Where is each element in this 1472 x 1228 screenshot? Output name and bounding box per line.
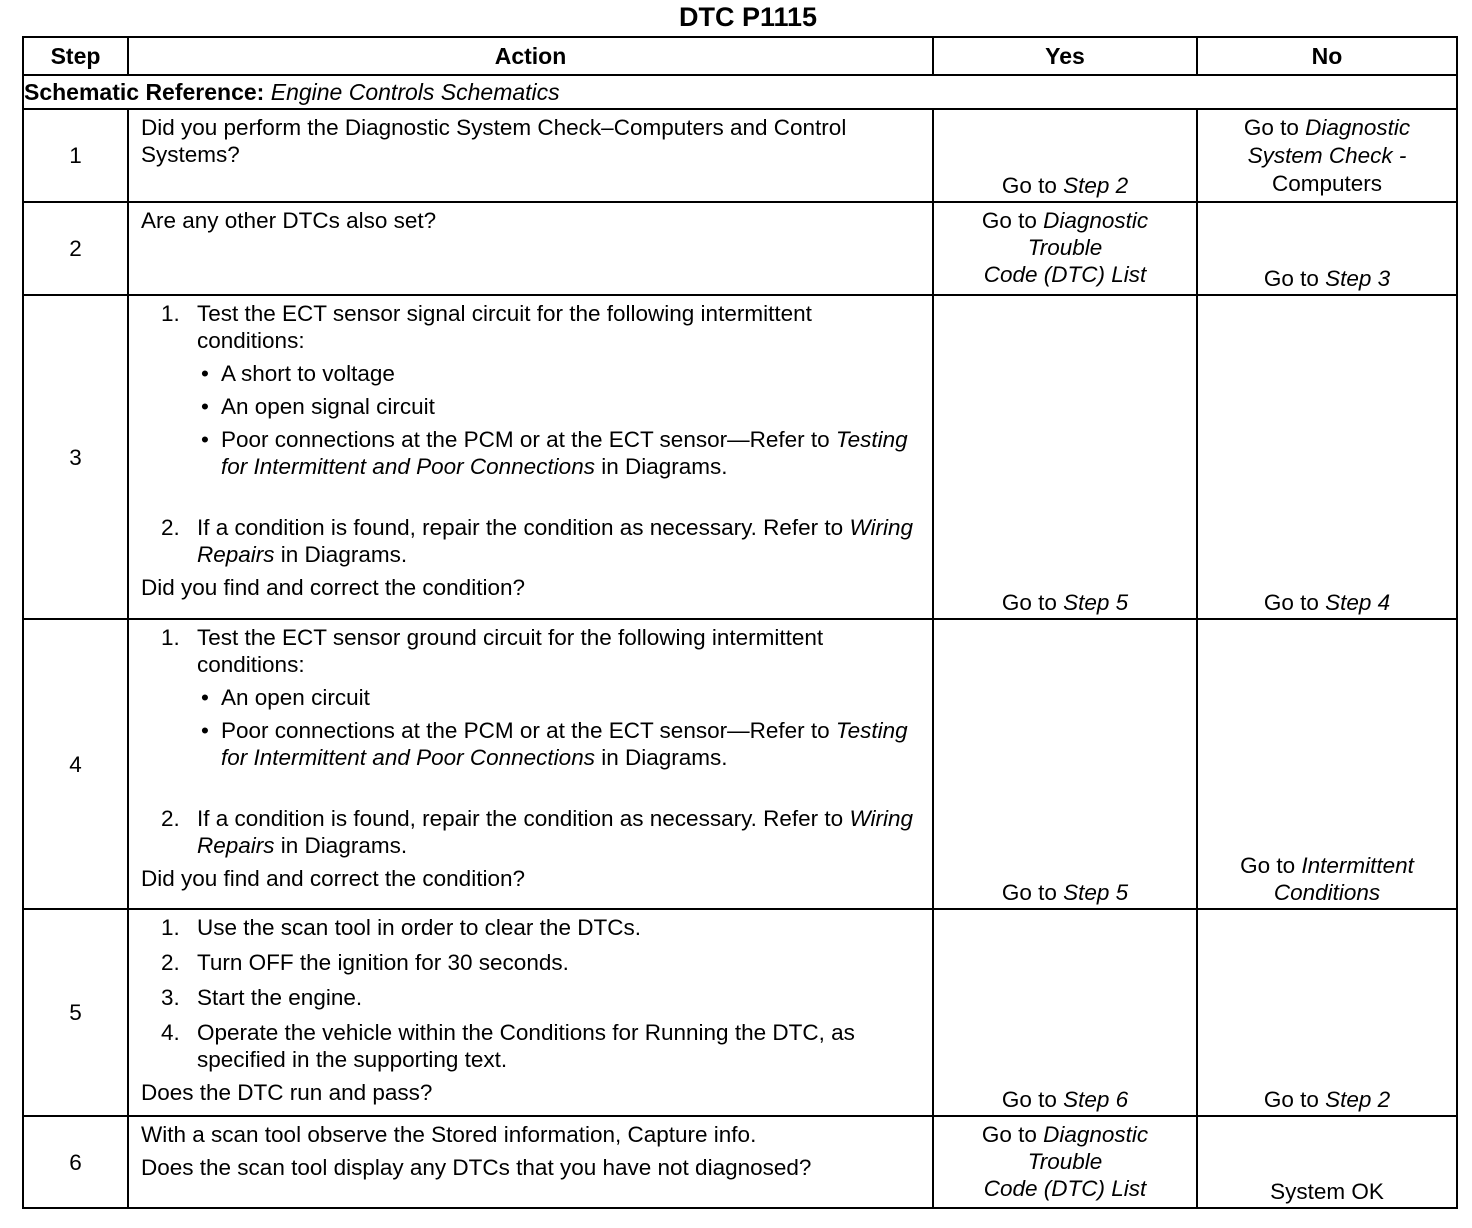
- no-cell: [1197, 202, 1457, 295]
- goto-text: Go to: [1240, 853, 1296, 878]
- numbered-item: [161, 1019, 924, 1073]
- action-cell: [128, 619, 933, 909]
- reference-link: Wiring Repairs: [197, 806, 914, 858]
- bullet-icon: •: [201, 361, 209, 386]
- dtc-table: [22, 36, 1458, 1209]
- bullet-item: [201, 426, 924, 480]
- bullet-icon: •: [201, 394, 209, 419]
- goto-text: Go to: [1001, 173, 1057, 198]
- bullet-item: [201, 717, 924, 771]
- item-text-post: in Diagrams.: [280, 833, 408, 858]
- item-text: Test the ECT sensor signal circuit for the following intermittent conditions:: [197, 301, 812, 353]
- goto-text: Go to: [981, 1122, 1037, 1147]
- goto-text: Go to: [1001, 1087, 1057, 1112]
- schematic-label: Schematic Reference:: [24, 78, 265, 105]
- step-number: 1: [23, 109, 128, 202]
- yes-link: Step 5: [1063, 590, 1129, 615]
- bullet-item: [201, 393, 924, 420]
- item-text: [197, 514, 924, 568]
- yes-link: Diagnostic: [1043, 208, 1149, 233]
- no-cell: [1197, 295, 1457, 619]
- item-text: Turn OFF the ignition for 30 seconds.: [197, 950, 569, 975]
- action-cell: [128, 1116, 933, 1208]
- step-number: 5: [23, 909, 128, 1116]
- yes-link: Code (DTC) List: [983, 262, 1147, 287]
- item-number: 1.: [161, 301, 180, 326]
- no-link: Step 2: [1325, 1087, 1391, 1112]
- item-text-post: in Diagrams.: [280, 542, 408, 567]
- no-link: Diagnostic: [1305, 115, 1411, 140]
- bullet-icon: •: [201, 718, 209, 743]
- item-text-pre: If a condition is found, repair the condition as necessary. Refer to: [197, 515, 844, 540]
- goto-text: Go to: [1263, 266, 1319, 291]
- numbered-item: [161, 624, 924, 678]
- goto-text: Go to: [1001, 590, 1057, 615]
- bullet-icon: •: [201, 427, 209, 452]
- numbered-item: [161, 514, 924, 568]
- action-cell: [128, 909, 933, 1116]
- question-text: Does the DTC run and pass?: [141, 1080, 433, 1105]
- goto-text: Go to: [1263, 1087, 1319, 1112]
- yes-link: Step 6: [1063, 1087, 1129, 1112]
- no-link: Intermittent: [1301, 853, 1414, 878]
- bullet-text-post: in Diagrams.: [601, 745, 728, 770]
- item-number: 1.: [161, 915, 180, 940]
- header-no: No: [1197, 37, 1457, 75]
- no-link: Step 4: [1325, 590, 1391, 615]
- schematic-link: Engine Controls Schematics: [270, 78, 560, 105]
- no-link-tail: Computers: [1271, 171, 1383, 196]
- bullet-text: An open circuit: [221, 685, 370, 710]
- bullet-text: A short to voltage: [221, 361, 395, 386]
- item-number: 1.: [161, 625, 180, 650]
- action-text: With a scan tool observe the Stored information, Capture info.: [141, 1122, 757, 1147]
- action-text: Did you perform the Diagnostic System Check–Computers and Control Systems?: [141, 115, 847, 167]
- schematic-reference-row: [23, 75, 1457, 109]
- reference-link: Testing for Intermittent and Poor Connections: [221, 427, 908, 479]
- numbered-item: [161, 914, 924, 941]
- yes-cell: [933, 619, 1197, 909]
- numbered-item: [161, 805, 924, 859]
- goto-text: Go to: [981, 208, 1037, 233]
- table-row: [23, 109, 1457, 202]
- table-row: [23, 909, 1457, 1116]
- bullet-item: [201, 684, 924, 711]
- yes-link: Trouble: [1027, 1149, 1103, 1174]
- header-step: Step: [23, 37, 128, 75]
- page-title: DTC P1115: [678, 2, 818, 32]
- table-row: [23, 1116, 1457, 1208]
- numbered-item: [161, 984, 924, 1011]
- reference-link: Testing for Intermittent and Poor Connections: [221, 718, 908, 770]
- goto-text: Go to: [1001, 880, 1057, 905]
- step-number: 2: [23, 202, 128, 295]
- question-text: Does the scan tool display any DTCs that you have not diagnosed?: [141, 1155, 812, 1180]
- header-action: Action: [128, 37, 933, 75]
- bullet-text-post: in Diagrams.: [601, 454, 728, 479]
- action-cell: [128, 295, 933, 619]
- item-number: 2.: [161, 806, 180, 831]
- action-text: Are any other DTCs also set?: [141, 208, 437, 233]
- item-number: 3.: [161, 985, 180, 1010]
- yes-link: Step 2: [1063, 173, 1129, 198]
- bullet-text: [221, 717, 924, 771]
- item-text: Use the scan tool in order to clear the DTCs.: [197, 915, 641, 940]
- question-text: Did you find and correct the condition?: [141, 866, 525, 891]
- action-cell: [128, 202, 933, 295]
- yes-link: Step 5: [1063, 880, 1129, 905]
- yes-cell: [933, 909, 1197, 1116]
- yes-cell: [933, 1116, 1197, 1208]
- header-yes: Yes: [933, 37, 1197, 75]
- no-result: System OK: [1270, 1179, 1384, 1204]
- no-link: System Check -: [1247, 143, 1407, 168]
- step-number: 3: [23, 295, 128, 619]
- table-row: [23, 619, 1457, 909]
- yes-cell: [933, 295, 1197, 619]
- item-number: 2.: [161, 950, 180, 975]
- no-link: Conditions: [1273, 880, 1381, 905]
- item-text: Operate the vehicle within the Conditions for Running the DTC, as specified in the supporting text.: [197, 1020, 855, 1072]
- goto-text: Go to: [1263, 590, 1319, 615]
- numbered-item: [161, 949, 924, 976]
- numbered-item: [161, 300, 924, 354]
- bullet-text: [221, 426, 924, 480]
- yes-cell: [933, 109, 1197, 202]
- step-number: 6: [23, 1116, 128, 1208]
- bullet-text: An open signal circuit: [221, 394, 435, 419]
- step-number: 4: [23, 619, 128, 909]
- goto-text: Go to: [1243, 115, 1299, 140]
- action-cell: [128, 109, 933, 202]
- item-number: 4.: [161, 1020, 180, 1045]
- item-number: 2.: [161, 515, 180, 540]
- header-row: [23, 37, 1457, 75]
- schematic-reference: [23, 75, 1457, 109]
- bullet-text-pre: Poor connections at the PCM or at the ECT sensor—Refer to: [221, 718, 830, 743]
- table-row: [23, 295, 1457, 619]
- no-cell: [1197, 109, 1457, 202]
- item-text: [197, 805, 924, 859]
- yes-cell: [933, 202, 1197, 295]
- reference-link: Wiring Repairs: [197, 515, 914, 567]
- no-cell: [1197, 1116, 1457, 1208]
- item-text: Test the ECT sensor ground circuit for the following intermittent conditions:: [197, 625, 824, 677]
- item-text: Start the engine.: [197, 985, 363, 1010]
- bullet-item: [201, 360, 924, 387]
- table-row: [23, 202, 1457, 295]
- no-link: Step 3: [1325, 266, 1391, 291]
- bullet-text-pre: Poor connections at the PCM or at the ECT sensor—Refer to: [221, 427, 830, 452]
- no-cell: [1197, 619, 1457, 909]
- yes-link: Diagnostic: [1043, 1122, 1149, 1147]
- bullet-icon: •: [201, 685, 209, 710]
- no-cell: [1197, 909, 1457, 1116]
- item-text-pre: If a condition is found, repair the condition as necessary. Refer to: [197, 806, 844, 831]
- question-text: Did you find and correct the condition?: [141, 575, 525, 600]
- yes-link: Code (DTC) List: [983, 1176, 1147, 1201]
- yes-link: Trouble: [1027, 235, 1103, 260]
